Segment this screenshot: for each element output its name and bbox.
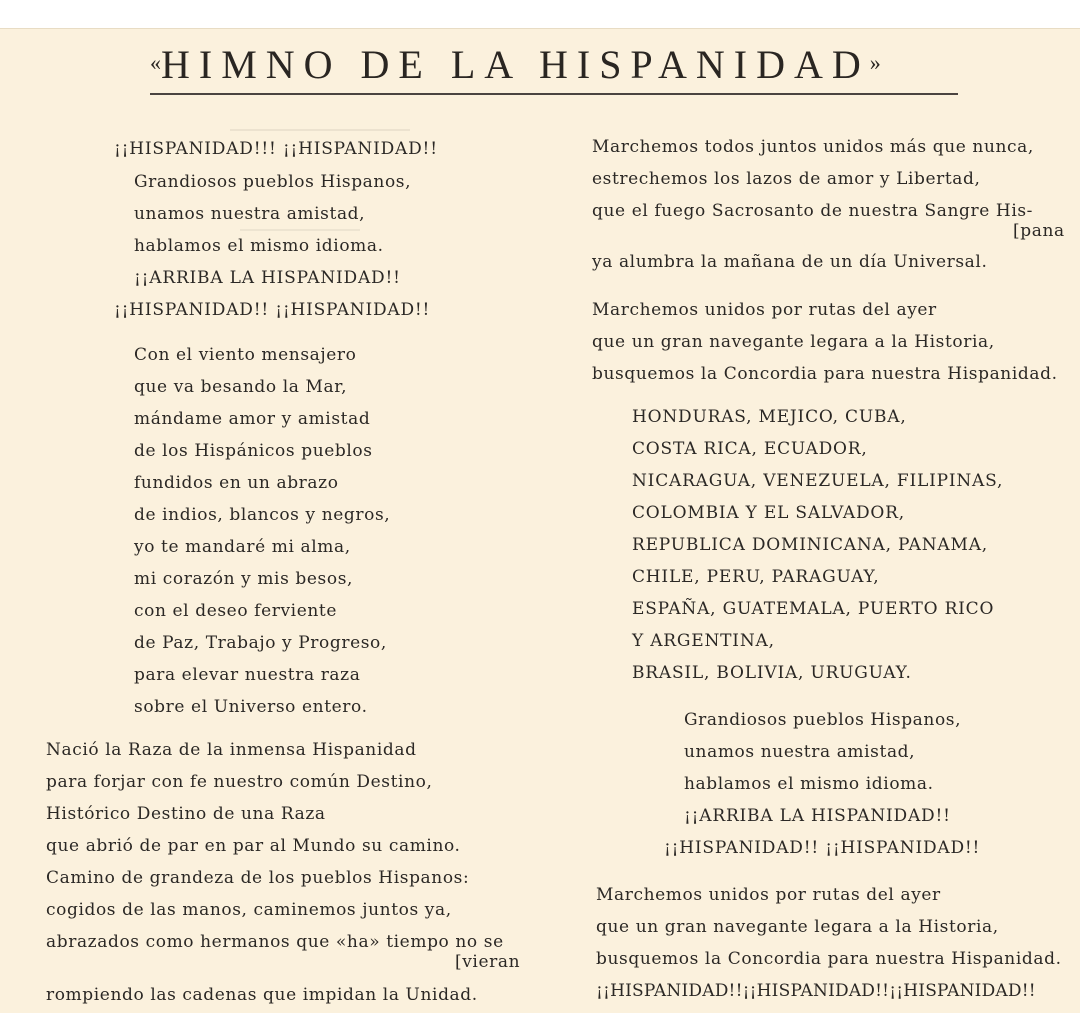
title-open-quote: « (150, 50, 161, 75)
right-line: que el fuego Sacrosanto de nuestra Sangre His- (592, 201, 1034, 221)
left-line: de indios, blancos y negros, (134, 505, 391, 525)
right-line: Grandiosos pueblos Hispanos, (684, 710, 962, 730)
country-line: COLOMBIA Y EL SALVADOR, (632, 503, 905, 523)
right-line: Marchemos unidos por rutas del ayer (596, 885, 941, 905)
right-line-continuation: [pana (1013, 221, 1065, 241)
right-line: que un gran navegante legara a la Historia, (592, 332, 995, 352)
left-line: ¡¡HISPANIDAD!! ¡¡HISPANIDAD!! (114, 300, 431, 320)
right-line: busquemos la Concordia para nuestra Hispanidad. (596, 949, 1062, 969)
right-line: ¡¡HISPANIDAD!!¡¡HISPANIDAD!!¡¡HISPANIDAD!! (596, 981, 1036, 1001)
left-line: ¡¡ARRIBA LA HISPANIDAD!! (134, 268, 401, 288)
scanned-page (0, 28, 1080, 1013)
left-line: que va besando la Mar, (134, 377, 348, 397)
left-line: yo te mandaré mi alma, (134, 537, 351, 557)
left-line: hablamos el mismo idioma. (134, 236, 384, 256)
left-line: unamos nuestra amistad, (134, 204, 366, 224)
right-line: ya alumbra la mañana de un día Universal. (592, 252, 988, 272)
left-line: ¡¡HISPANIDAD!!! ¡¡HISPANIDAD!! (114, 139, 438, 159)
left-line: para elevar nuestra raza (134, 665, 361, 685)
country-line: REPUBLICA DOMINICANA, PANAMA, (632, 535, 988, 555)
right-line: Marchemos todos juntos unidos más que nunca, (592, 137, 1034, 157)
left-line: para forjar con fe nuestro común Destino, (46, 772, 433, 792)
right-line: que un gran navegante legara a la Historia, (596, 917, 999, 937)
left-line: rompiendo las cadenas que impidan la Unidad. (46, 985, 478, 1005)
right-line: hablamos el mismo idioma. (684, 774, 934, 794)
left-line: de Paz, Trabajo y Progreso, (134, 633, 387, 653)
left-line: que abrió de par en par al Mundo su camino. (46, 836, 461, 856)
left-column (0, 29, 540, 1013)
left-line: mi corazón y mis besos, (134, 569, 354, 589)
left-line: Camino de grandeza de los pueblos Hispanos: (46, 868, 470, 888)
country-line: Y ARGENTINA, (632, 631, 775, 651)
country-line: CHILE, PERU, PARAGUAY, (632, 567, 880, 587)
country-line: ESPAÑA, GUATEMALA, PUERTO RICO (632, 599, 995, 619)
right-line: Marchemos unidos por rutas del ayer (592, 300, 937, 320)
left-line: con el deseo ferviente (134, 601, 337, 621)
country-line: BRASIL, BOLIVIA, URUGUAY. (632, 663, 912, 683)
left-line: abrazados como hermanos que «ha» tiempo no se (46, 932, 504, 952)
title-text: HIMNO DE LA HISPANIDAD (161, 42, 870, 87)
right-line: unamos nuestra amistad, (684, 742, 916, 762)
left-line: sobre el Universo entero. (134, 697, 368, 717)
left-line: de los Hispánicos pueblos (134, 441, 373, 461)
right-line: ¡¡HISPANIDAD!! ¡¡HISPANIDAD!! (664, 838, 981, 858)
right-column (540, 29, 1080, 1013)
left-line: Grandiosos pueblos Hispanos, (134, 172, 412, 192)
country-line: COSTA RICA, ECUADOR, (632, 439, 868, 459)
left-line: mándame amor y amistad (134, 409, 371, 429)
right-line: busquemos la Concordia para nuestra Hispanidad. (592, 364, 1058, 384)
left-line: Con el viento mensajero (134, 345, 357, 365)
left-line: Histórico Destino de una Raza (46, 804, 326, 824)
left-line: fundidos en un abrazo (134, 473, 339, 493)
left-line-continuation: [vieran (455, 952, 521, 972)
title-close-quote: » (869, 50, 881, 75)
left-line: Nació la Raza de la inmensa Hispanidad (46, 740, 417, 760)
country-line: NICARAGUA, VENEZUELA, FILIPINAS, (632, 471, 1004, 491)
right-line: estrechemos los lazos de amor y Libertad, (592, 169, 981, 189)
left-line: cogidos de las manos, caminemos juntos ya, (46, 900, 452, 920)
country-line: HONDURAS, MEJICO, CUBA, (632, 407, 907, 427)
right-line: ¡¡ARRIBA LA HISPANIDAD!! (684, 806, 951, 826)
